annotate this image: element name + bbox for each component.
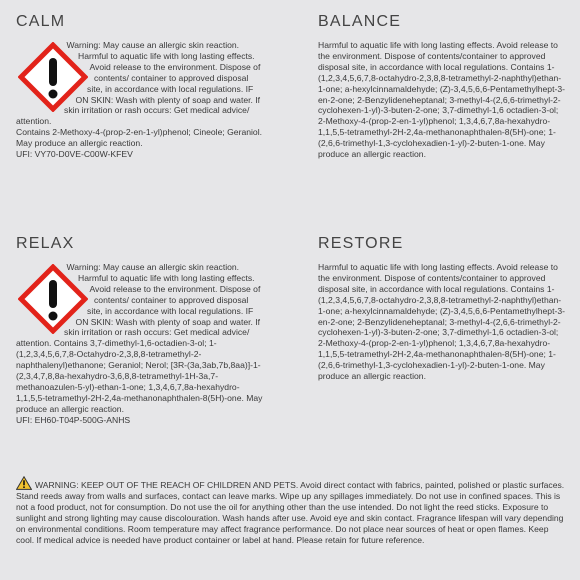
calm-warning-text: Warning: May cause an allergic skin reaction. Harmful to aquatic life with long lasting effects. Avoid release to the environment. Dispose of contents/ container to approved disposal site, in accordance with local regulations. IF ON SKIN: Wash with plenty of soap and water. If skin irritation or rash occurs: Get medical advice/ attention.: [16, 40, 261, 127]
calm-title: CALM: [16, 13, 66, 30]
balance-body: Harmful to aquatic life with long lasting effects. Avoid release to the environment. Dispose of contents/container to approved disposal site, in accordance with local regulations. Contains 1-(1,2,3,4,5,6,7,8-octahydro-2,3,8,8-tetramethyl-2-naphthyl)ethan-1-one; a-hexylcinnamaldehyde; (Z)-3,4,5,6,6-Pentamethylhept-3-en-2-one; 2-Benzylideneheptanal; 3-methyl-4-(2,6,6-trimethyl-2-cyclohexen-1-yl)-3-buten-2-one; 3,7-dimethyl-1,6 octadien-3-ol; 2-Methoxy-4-(prop-2-en-1-yl)phenol; 1,3,4,6,7,8a-hexahydro-1,1,5,5-tetramethyl-2H-2,4a-methanonaphthalen-8(5H)-one; 1-(2,6,6-trimethyl-1,3-cyclohexadien-1-yl)-2-buten-1-one. May produce an allergic reaction.: [318, 40, 565, 160]
restore-section: [318, 235, 568, 382]
footer-warning: [16, 476, 568, 546]
restore-title: RESTORE: [318, 235, 404, 252]
relax-ufi: UFI: EH60-T04P-500G-ANHS: [16, 414, 131, 425]
balance-title: BALANCE: [318, 13, 402, 30]
restore-body: Harmful to aquatic life with long lasting effects. Avoid release to the environment. Dispose of contents/container to approved disposal site, in accordance with local regulations. Contains 1-(1,2,3,4,5,6,7,8-octahydro-2,3,8,8-tetramethyl-2-naphthyl)ethan-1-one; a-hexylcinnamaldehyde; (Z)-3,4,5,6,6-Pentamethylhept-3-en-2-one; 2-Benzylideneheptanal; 3-methyl-4-(2,6,6-trimethyl-2-cyclohexen-1-yl)-3-buten-2-one; 3,7-dimethyl-1,6 octadien-3-ol; 2-Methoxy-4-(prop-2-en-1-yl)phenol; 1,3,4,6,7,8a-hexahydro-1,1,5,5-tetramethyl-2H-2,4a-methanonaphthalen-8(5H)-one; 1-(2,6,6-trimethyl-1,3-cyclohexadien-1-yl)-2-buten-1-one. May produce an allergic reaction.: [318, 262, 565, 382]
relax-title: RELAX: [16, 235, 75, 252]
calm-body: [16, 40, 266, 160]
relax-section: [16, 235, 266, 426]
calm-section: [16, 13, 266, 160]
calm-ufi: UFI: VY70-D0VE-C00W-KFEV: [16, 149, 133, 160]
calm-contains-text: Contains 2-Methoxy-4-(prop-2-en-1-yl)phenol; Cineole; Geraniol. May produce an allergic reaction.: [16, 127, 262, 149]
footer-warning-text: WARNING: KEEP OUT OF THE REACH OF CHILDREN AND PETS. Avoid direct contact with fabrics, painted, polished or plastic surfaces. Stand reeds away from walls and surfaces, contact can leave marks. Wipe up any spillages immediately. Do not use in confined spaces. This is not a food product, not for consumption. Do not use the oil for anything other than the use intended. Do not light the reed sticks. Exposure to sunlight and strong lighting may cause discolouration. Wash hands after use. Avoid eye and skin contact. Fragrance lifespan will vary depending on environmental conditions. Room temperature may affect fragrance performance. Do not place near sources of heat or open flames. Keep cool. If medical advice is needed have product container or label at hand. Please retain for future reference.: [16, 480, 565, 545]
balance-section: [318, 13, 568, 160]
relax-warning-text: Warning: May cause an allergic skin reaction. Harmful to aquatic life with long lasting effects. Avoid release to the environment. Dispose of contents/ container to approved disposal site, in accordance with local regulations. IF ON SKIN: Wash with plenty of soap and water. If skin irritation or rash occurs: Get medical advice/ attention. Contains 3,7-dimethyl-1,6-octadien-3-ol; 1-(1,2,3,4,5,6,7,8-Octahydro-2,3,8,8-tetramethyl-2-naphthalenyl)ethanone; Geraniol; Nerol; [3R-(3a,3ab,7b,8aa)]-1-(2,3,4,7,8,8a-hexahydro-3,6,8,8-tetramethyl-1H-3a,7-methanoazulen-5-yl)-ethan-1-one; 1,3,4,6,7,8a-hexahydro-1,1,5,5-tetramethyl-2H-2,4a-methanonaphthalen-8(5H)-one. May produce an allergic reaction.: [16, 262, 263, 414]
relax-body: [16, 262, 266, 426]
warning-triangle-icon: [16, 476, 32, 490]
